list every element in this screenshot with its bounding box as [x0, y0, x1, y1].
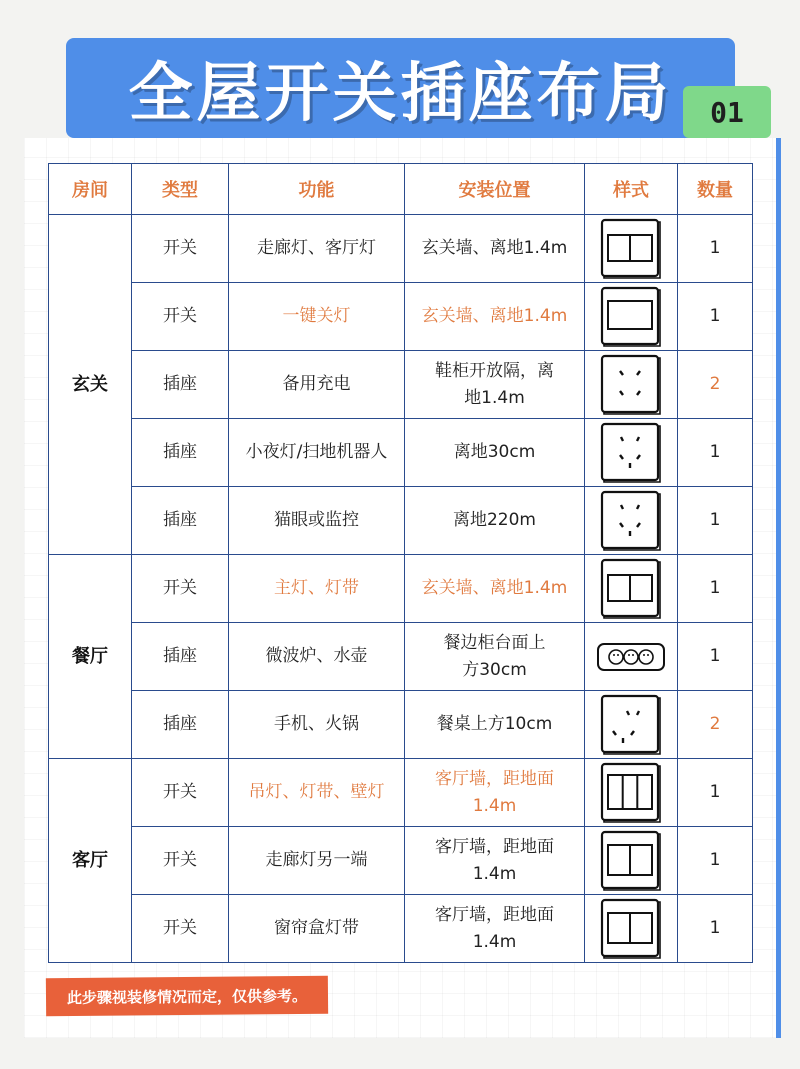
style-cell	[585, 419, 678, 487]
table-row	[49, 351, 753, 419]
table-row	[49, 759, 753, 827]
style-cell	[585, 895, 678, 963]
function-cell: 猫眼或监控	[229, 487, 405, 555]
function-cell: 走廊灯另一端	[229, 827, 405, 895]
position-cell: 离地30cm	[405, 419, 585, 487]
double-switch-icon	[599, 897, 663, 961]
type-cell: 开关	[132, 827, 229, 895]
table-row	[49, 691, 753, 759]
table-row	[49, 555, 753, 623]
count-cell: 1	[678, 623, 753, 691]
count-cell: 1	[678, 487, 753, 555]
style-cell	[585, 215, 678, 283]
style-cell	[585, 827, 678, 895]
position-cell: 客厅墙，距地面1.4m	[405, 759, 585, 827]
type-cell: 插座	[132, 419, 229, 487]
count-cell: 1	[678, 759, 753, 827]
table-row	[49, 419, 753, 487]
five-hole-socket-icon	[599, 693, 663, 757]
table-row	[49, 487, 753, 555]
style-cell	[585, 691, 678, 759]
table-row	[49, 283, 753, 351]
type-cell: 插座	[132, 487, 229, 555]
count-cell: 2	[678, 691, 753, 759]
table-row	[49, 895, 753, 963]
style-cell	[585, 351, 678, 419]
position-cell: 玄关墙、离地1.4m	[405, 283, 585, 351]
column-header-position: 安装位置	[405, 164, 585, 215]
type-cell: 插座	[132, 351, 229, 419]
count-cell: 1	[678, 895, 753, 963]
five-hole-socket-icon	[599, 421, 663, 485]
count-cell: 1	[678, 827, 753, 895]
function-cell: 备用充电	[229, 351, 405, 419]
double-switch-icon	[599, 217, 663, 281]
type-cell: 开关	[132, 759, 229, 827]
type-cell: 插座	[132, 691, 229, 759]
double-switch-icon	[599, 557, 663, 621]
function-cell: 吊灯、灯带、壁灯	[229, 759, 405, 827]
column-header-room: 房间	[49, 164, 132, 215]
position-cell: 鞋柜开放隔，离地1.4m	[405, 351, 585, 419]
style-cell	[585, 283, 678, 351]
type-cell: 开关	[132, 895, 229, 963]
room-cell: 玄关	[49, 215, 132, 555]
five-hole-socket-icon	[599, 489, 663, 553]
count-cell: 1	[678, 283, 753, 351]
function-cell: 一键关灯	[229, 283, 405, 351]
single-switch-icon	[599, 285, 663, 349]
style-cell	[585, 759, 678, 827]
table-row	[49, 215, 753, 283]
type-cell: 插座	[132, 623, 229, 691]
position-cell: 客厅墙，距地面1.4m	[405, 827, 585, 895]
column-header-function: 功能	[229, 164, 405, 215]
position-cell: 玄关墙、离地1.4m	[405, 555, 585, 623]
function-cell: 微波炉、水壶	[229, 623, 405, 691]
room-cell: 客厅	[49, 759, 132, 963]
function-cell: 走廊灯、客厅灯	[229, 215, 405, 283]
style-cell	[585, 555, 678, 623]
style-cell	[585, 623, 678, 691]
page-title: 全屋开关插座布局	[66, 38, 735, 138]
position-cell: 离地220m	[405, 487, 585, 555]
column-header-count: 数量	[678, 164, 753, 215]
column-header-type: 类型	[132, 164, 229, 215]
function-cell: 主灯、灯带	[229, 555, 405, 623]
function-cell: 窗帘盒灯带	[229, 895, 405, 963]
count-cell: 1	[678, 215, 753, 283]
column-header-style: 样式	[585, 164, 678, 215]
room-cell: 餐厅	[49, 555, 132, 759]
triple-switch-icon	[599, 761, 663, 825]
type-cell: 开关	[132, 215, 229, 283]
double-switch-icon	[599, 829, 663, 893]
track-socket-icon	[596, 640, 666, 674]
count-cell: 2	[678, 351, 753, 419]
table-header-row	[49, 164, 753, 215]
position-cell: 玄关墙、离地1.4m	[405, 215, 585, 283]
switch-socket-table	[48, 163, 753, 963]
function-cell: 小夜灯/扫地机器人	[229, 419, 405, 487]
double-two-pin-socket-icon	[599, 353, 663, 417]
table-row	[49, 827, 753, 895]
position-cell: 客厅墙，距地面1.4m	[405, 895, 585, 963]
position-cell: 餐桌上方10cm	[405, 691, 585, 759]
disclaimer-note: 此步骤视装修情况而定，仅供参考。	[46, 976, 328, 1016]
count-cell: 1	[678, 419, 753, 487]
style-cell	[585, 487, 678, 555]
page-number-tab: 01	[683, 86, 771, 138]
function-cell: 手机、火锅	[229, 691, 405, 759]
type-cell: 开关	[132, 283, 229, 351]
count-cell: 1	[678, 555, 753, 623]
type-cell: 开关	[132, 555, 229, 623]
position-cell: 餐边柜台面上方30cm	[405, 623, 585, 691]
table-row	[49, 623, 753, 691]
